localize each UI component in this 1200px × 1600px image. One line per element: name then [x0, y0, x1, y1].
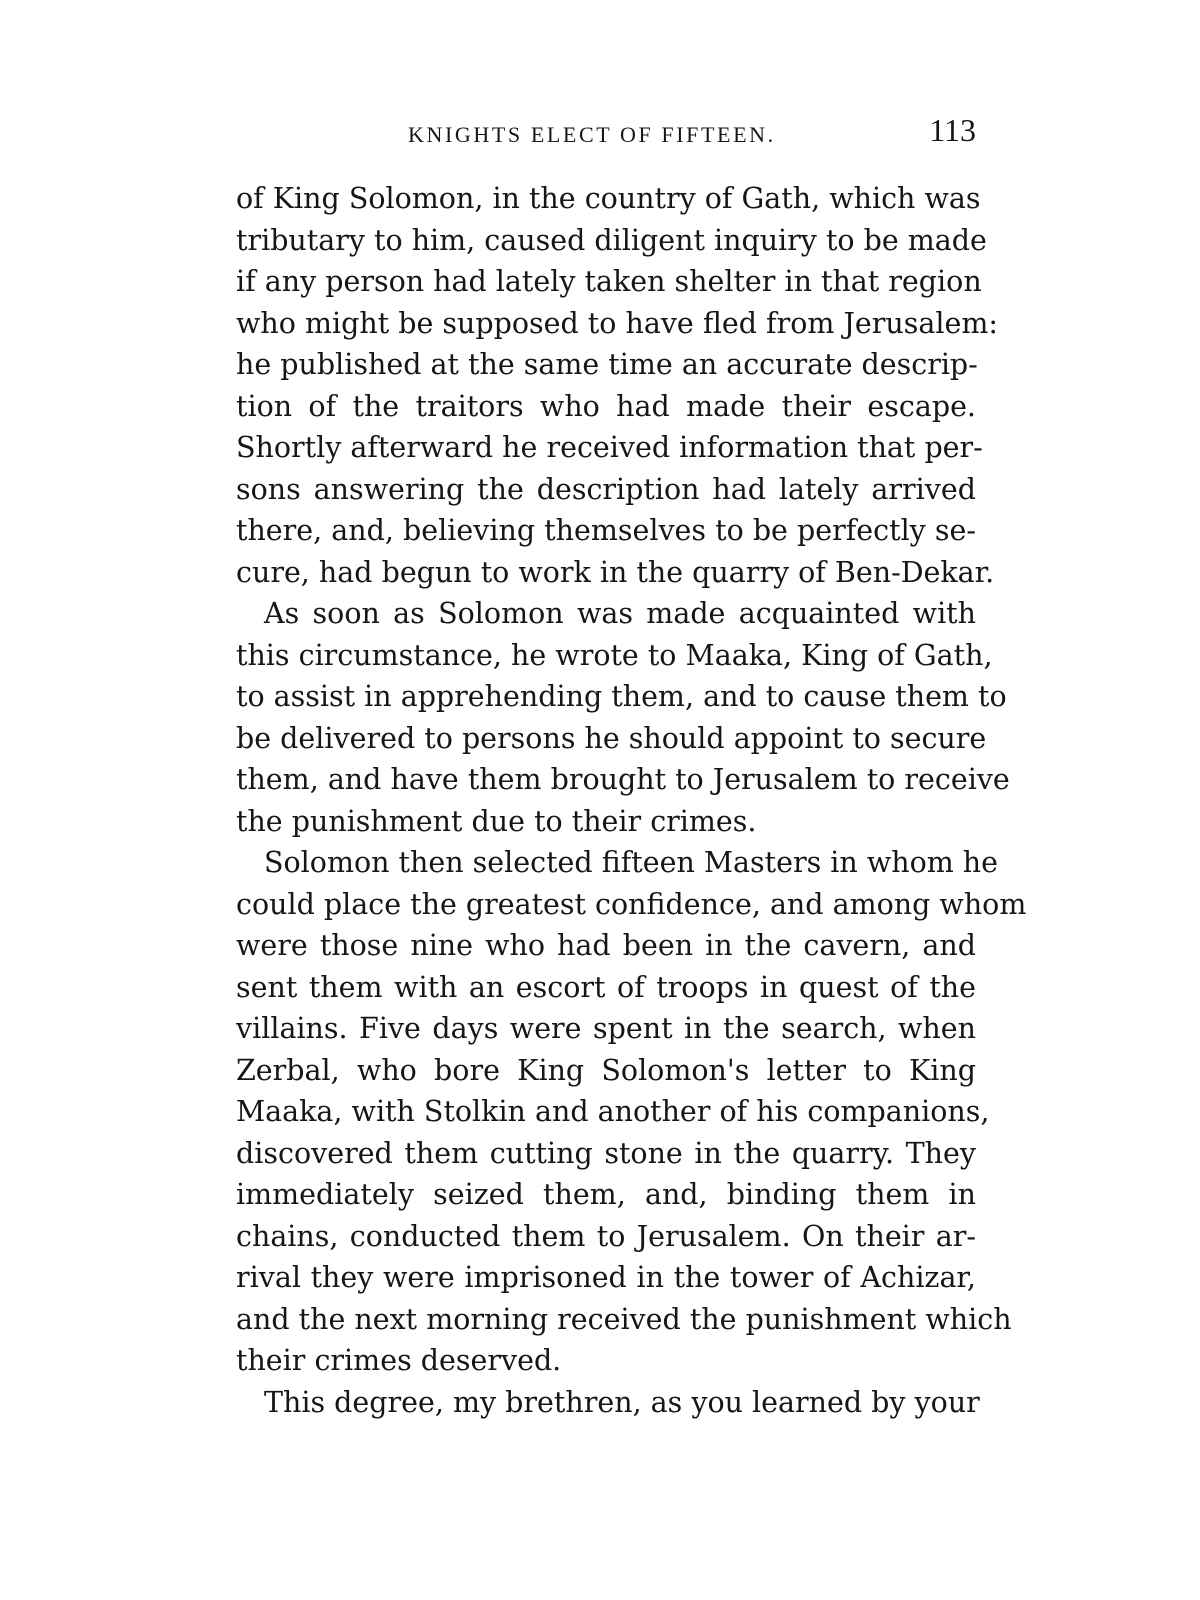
text-line: Shortly afterward he received information that per- — [236, 431, 983, 464]
text-line: sent them with an escort of troops in quest of the — [236, 970, 976, 1004]
body-text — [236, 178, 1027, 1423]
text-line: could place the greatest confidence, and among whom — [236, 887, 1027, 921]
text-line: and the next morning received the punishment which — [236, 1302, 1012, 1336]
text-line: immediately seized them, and, binding them in — [236, 1178, 976, 1211]
text-line: Solomon then selected fifteen Masters in whom he — [264, 846, 999, 879]
page-number: 113 — [929, 112, 976, 148]
text-line: Zerbal, who bore King Solomon's letter to King — [236, 1053, 976, 1087]
text-line: tion of the traitors who had made their escape. — [236, 389, 976, 423]
text-line: chains, conducted them to Jerusalem. On their ar- — [236, 1219, 976, 1253]
text-line: villains. Five days were spent in the search, when — [236, 1012, 976, 1045]
text-line: he published at the same time an accurate descrip- — [236, 348, 978, 381]
text-line: if any person had lately taken shelter in that region — [236, 265, 982, 298]
paragraph — [236, 842, 1027, 1382]
text-line: rival they were imprisoned in the tower of Achizar, — [236, 1261, 976, 1294]
text-line: were those nine who had been in the cavern, and — [236, 929, 976, 962]
paragraph — [236, 178, 998, 593]
text-line: be delivered to persons he should appoint to secure — [236, 721, 987, 755]
text-line: discovered them cutting stone in the quarry. They — [236, 1136, 976, 1170]
text-line: them, and have them brought to Jerusalem to receive — [236, 763, 1010, 796]
paragraph — [236, 593, 1010, 842]
running-head — [236, 112, 976, 156]
text-line: to assist in apprehending them, and to cause them to — [236, 680, 1007, 713]
running-title: KNIGHTS ELECT OF FIFTEEN. — [408, 122, 776, 147]
text-line: cure, had begun to work in the quarry of Ben-Dekar. — [236, 555, 995, 589]
text-line: who might be supposed to have fled from Jerusalem: — [236, 306, 998, 340]
text-line: of King Solomon, in the country of Gath, which was — [236, 182, 981, 215]
text-line: the punishment due to their crimes. — [236, 804, 757, 838]
paragraph — [236, 1382, 980, 1424]
text-line: their crimes deserved. — [236, 1344, 562, 1377]
text-line: Maaka, with Stolkin and another of his companions, — [236, 1095, 990, 1128]
text-line: this circumstance, he wrote to Maaka, King of Gath, — [236, 638, 993, 672]
text-line: there, and, believing themselves to be perfectly se- — [236, 514, 976, 547]
text-line: This degree, my brethren, as you learned by your — [264, 1385, 980, 1419]
text-line: sons answering the description had lately arrived — [236, 472, 976, 506]
text-line: As soon as Solomon was made acquainted with — [264, 597, 976, 630]
text-line: tributary to him, caused diligent inquiry to be made — [236, 223, 987, 257]
